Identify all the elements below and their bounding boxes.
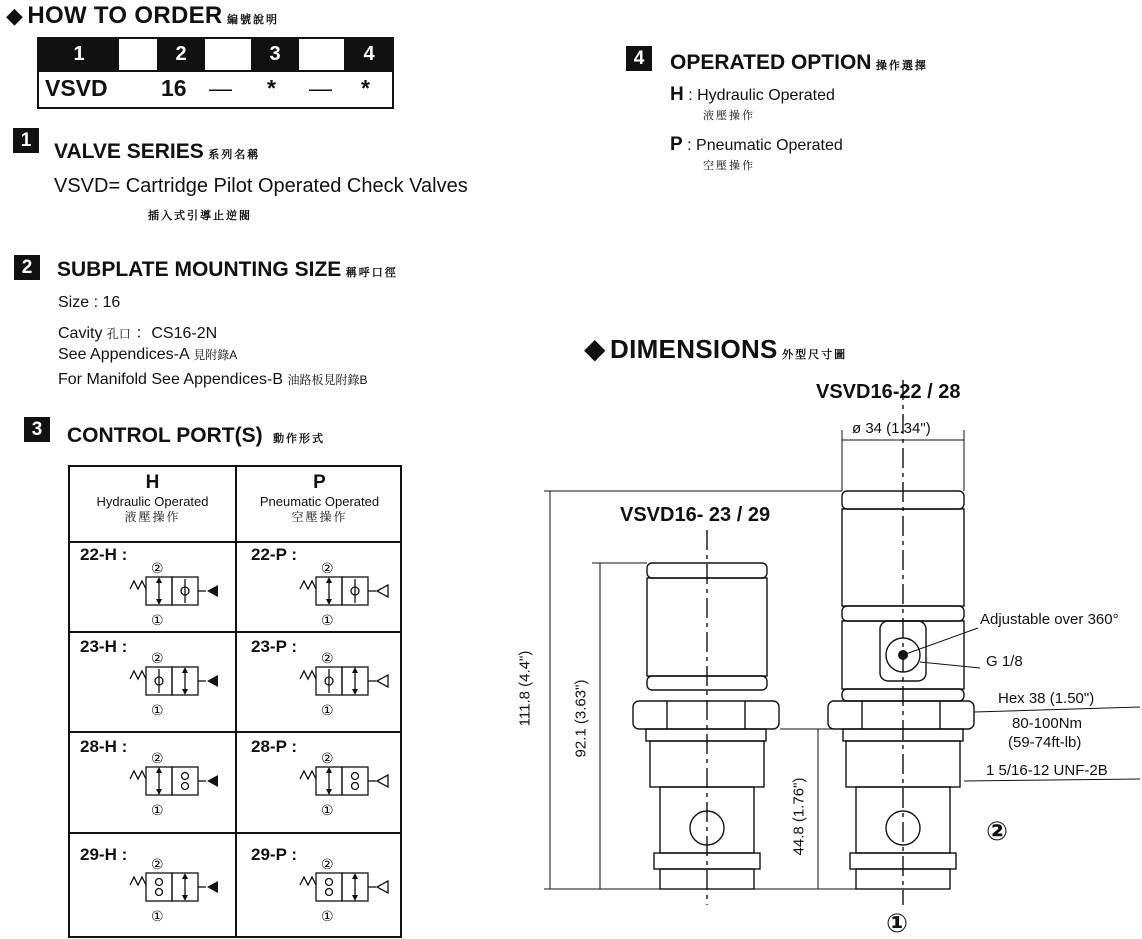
code-29-p: 29-P :: [251, 845, 297, 864]
port-2-mark: ②: [321, 751, 334, 767]
port-g-label: G 1/8: [986, 653, 1023, 670]
valve-left-drawing: [633, 530, 779, 905]
port-1-mark: ①: [321, 909, 334, 925]
order-title: HOW TO ORDER: [27, 2, 223, 29]
order-cell-3: 3: [251, 39, 299, 70]
header-p-en: Pneumatic Operated: [259, 494, 380, 509]
port-2-mark: ②: [321, 561, 334, 577]
port-2-mark: ②: [151, 561, 164, 577]
port-2-label: ②: [986, 816, 1009, 846]
port-1-mark: ①: [321, 803, 334, 819]
port-2-mark: ②: [321, 857, 334, 873]
option-p-zh: 空壓操作: [703, 160, 755, 172]
subplate-badge: 2: [14, 255, 40, 280]
valve-series-title-zh: 系列名稱: [208, 149, 261, 161]
valve-series-desc: VSVD= Cartridge Pilot Operated Check Valves: [54, 175, 468, 197]
port-1-label: ①: [886, 908, 909, 938]
torque-label: 80-100Nm: [1012, 715, 1083, 732]
subplate-size: Size : 16: [58, 294, 121, 311]
order-dash-1: —: [209, 75, 232, 101]
port-1-mark: ①: [321, 613, 334, 629]
order-cell-4: 4: [344, 39, 394, 70]
header-h-code: H: [145, 472, 160, 493]
length-short-label: 44.8 (1.76"): [790, 777, 808, 856]
option-h-text: : Hydraulic Operated: [688, 87, 835, 104]
code-23-h: 23-H :: [80, 637, 128, 656]
subplate-title-zh: 稱呼口徑: [345, 267, 398, 279]
hex-label: Hex 38 (1.50"): [998, 690, 1095, 707]
model-right: VSVD16-22 / 28: [816, 381, 961, 403]
thread-label: 1 5/16-12 UNF-2B: [986, 762, 1108, 779]
adjustable-label: Adjustable over 360°: [980, 611, 1119, 628]
order-cell-2: 2: [157, 39, 205, 70]
code-22-p: 22-P :: [251, 545, 297, 564]
order-cell-1: 1: [39, 39, 119, 70]
port-2-mark: ②: [151, 751, 164, 767]
option-p-text: : Pneumatic Operated: [687, 137, 843, 154]
valve-series-title: VALVE SERIES: [54, 140, 204, 163]
port-1-mark: ①: [151, 703, 164, 719]
cavity-label-zh: 孔口: [106, 327, 131, 341]
option-h-code: H: [670, 84, 684, 105]
port-2-mark: ②: [151, 857, 164, 873]
appendix-a-zh: 見附錄A: [193, 348, 238, 362]
diamond-icon: ◆: [584, 333, 606, 364]
header-h-zh: 液壓操作: [124, 510, 181, 524]
diamond-icon: ◆: [6, 3, 23, 28]
valve-series-badge: 1: [13, 128, 39, 153]
appendix-b-text: For Manifold See Appendices-B: [58, 371, 284, 388]
header-p-code: P: [313, 472, 326, 493]
order-dash-2: —: [309, 75, 332, 101]
cavity-label: Cavity: [58, 325, 103, 342]
valve-right-drawing: [828, 380, 974, 905]
cavity-value: ：CS16-2N: [135, 325, 218, 342]
dimensions-title: DIMENSIONS: [610, 334, 778, 364]
port-1-mark: ①: [321, 703, 334, 719]
code-23-p: 23-P :: [251, 637, 297, 656]
code-28-h: 28-H :: [80, 737, 128, 756]
order-port: *: [267, 75, 276, 101]
control-port-title-zh: 動作形式: [273, 433, 326, 445]
length-mid-label: 92.1 (3.63"): [572, 679, 590, 758]
order-title-zh: 編號說明: [226, 14, 279, 26]
control-port-title: CONTROL PORT(S): [67, 424, 263, 447]
length-total-label: 111.8 (4.4"): [516, 650, 534, 727]
order-series: VSVD: [45, 75, 108, 101]
option-h-zh: 液壓操作: [703, 110, 755, 122]
port-1-mark: ①: [151, 909, 164, 925]
header-p-zh: 空壓操作: [291, 510, 348, 524]
option-p-code: P: [670, 134, 683, 155]
operated-option-title-zh: 操作選擇: [875, 60, 928, 72]
operated-option-title: OPERATED OPTION: [670, 51, 872, 74]
appendix-a-text: See Appendices-A: [58, 346, 189, 363]
operated-option-badge: 4: [626, 46, 652, 71]
code-29-h: 29-H :: [80, 845, 128, 864]
port-2-mark: ②: [151, 651, 164, 667]
subplate-title: SUBPLATE MOUNTING SIZE: [57, 258, 342, 281]
valve-series-desc-zh: 插入式引導止逆閥: [148, 210, 252, 222]
dimensions-title-zh: 外型尺寸圖: [782, 349, 848, 361]
order-size: 16: [161, 75, 187, 101]
port-1-mark: ①: [151, 613, 164, 629]
diameter-label: ø 34 (1.34"): [852, 420, 931, 437]
port-1-mark: ①: [151, 803, 164, 819]
header-h-en: Hydraulic Operated: [96, 494, 209, 509]
code-22-h: 22-H :: [80, 545, 128, 564]
appendix-b-zh: 油路板見附錄B: [287, 373, 368, 387]
control-port-badge: 3: [24, 417, 50, 442]
port-2-mark: ②: [321, 651, 334, 667]
torque-ft-label: (59-74ft-lb): [1008, 734, 1082, 751]
model-left: VSVD16- 23 / 29: [620, 504, 771, 526]
code-28-p: 28-P :: [251, 737, 297, 756]
order-option: *: [361, 75, 370, 101]
